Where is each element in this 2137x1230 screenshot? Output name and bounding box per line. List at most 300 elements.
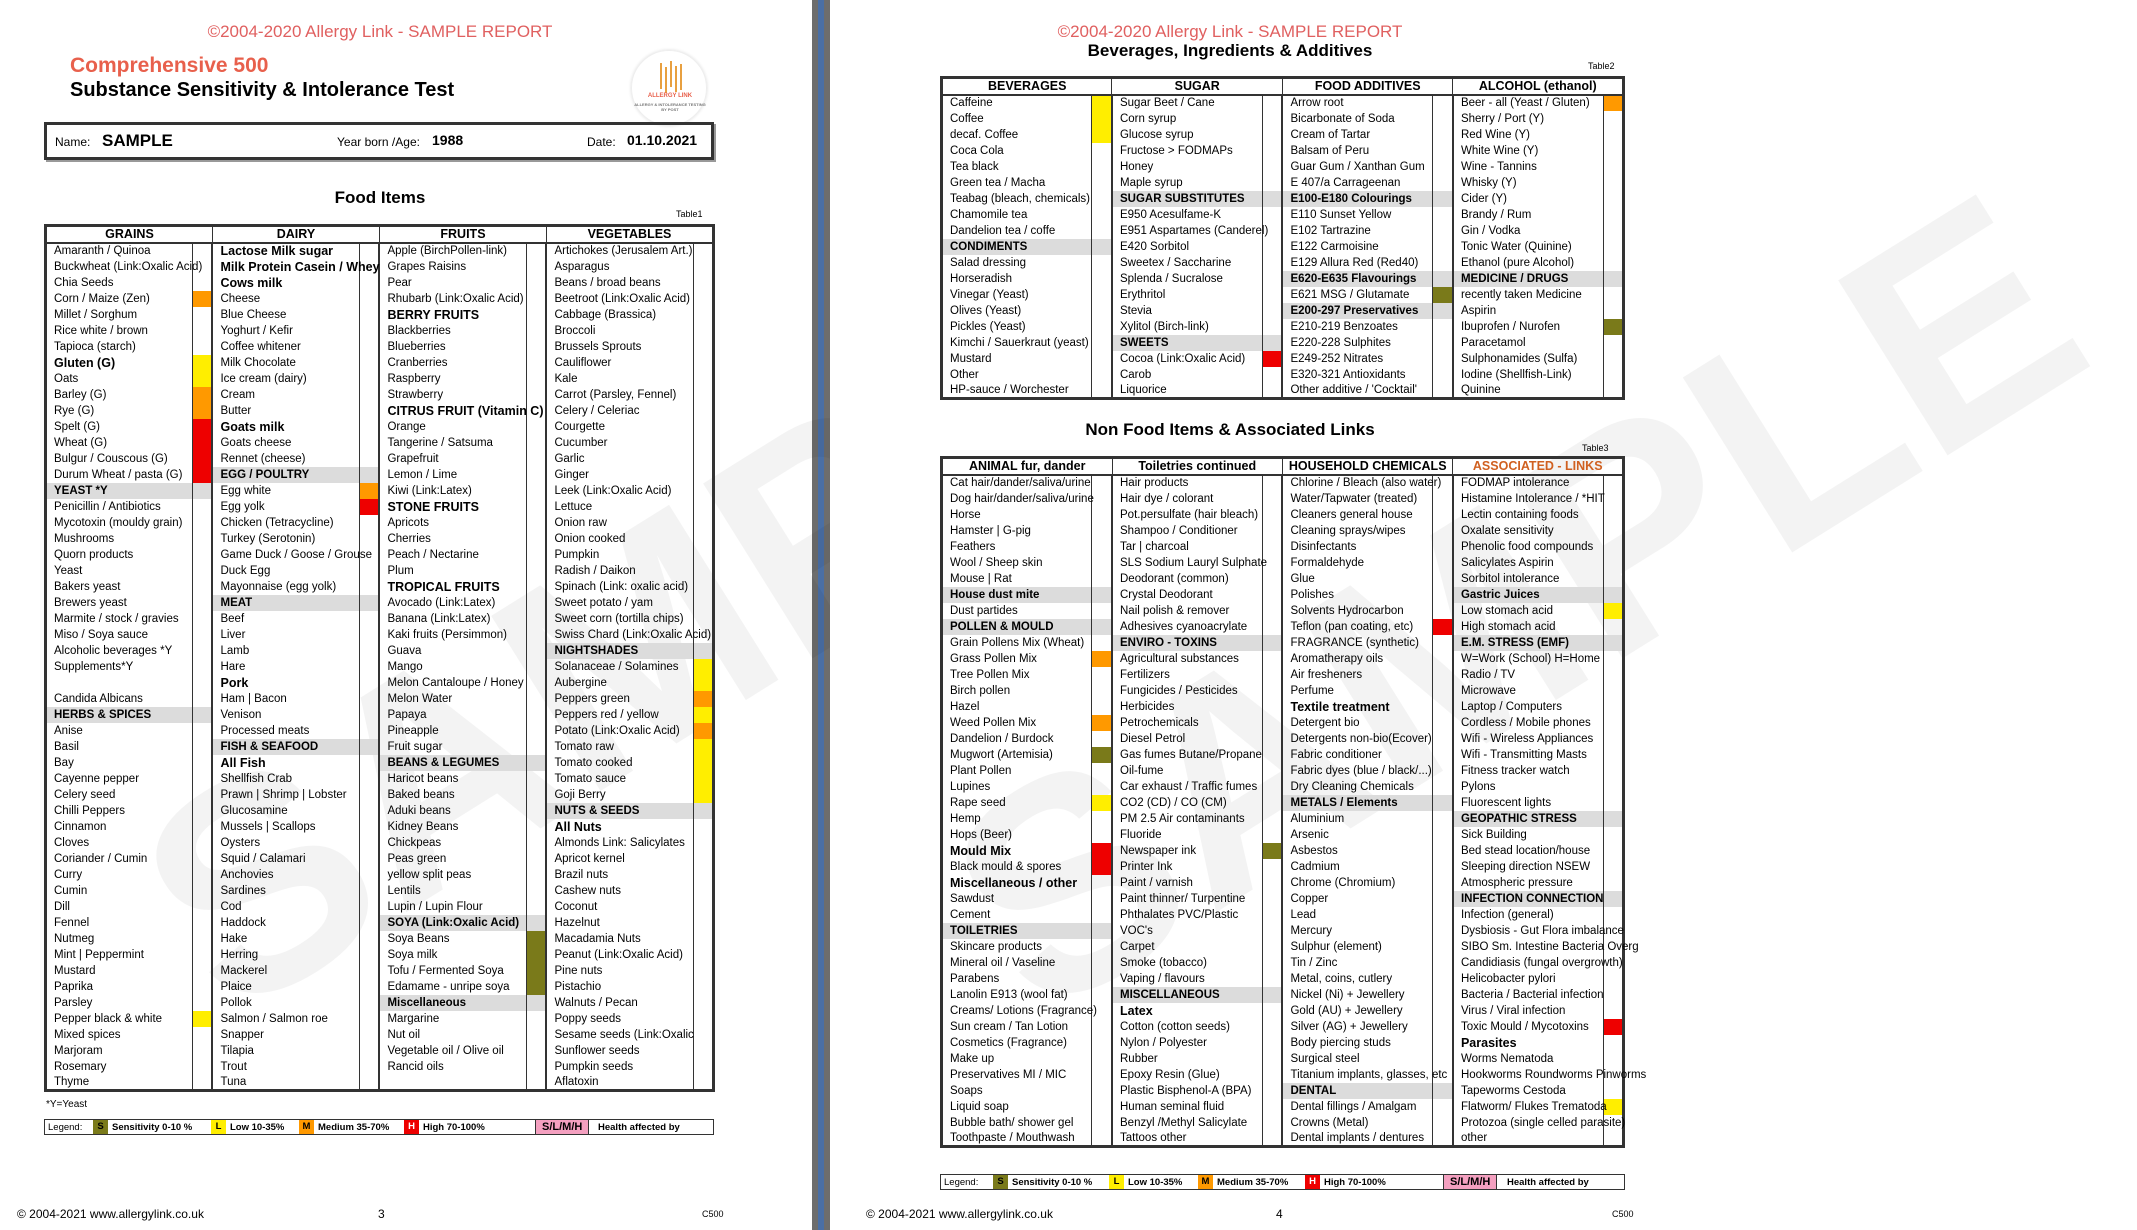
item-label: Protozoa (single celled parasite) [1453, 1115, 1603, 1131]
sensitivity-cell [359, 1011, 379, 1027]
item-label: Turkey (Serotonin) [212, 531, 359, 547]
table-row [46, 883, 714, 899]
item-label: Cider (Y) [1453, 191, 1603, 207]
item-label: Kimchi / Sauerkraut (yeast) [942, 335, 1092, 351]
item-label: Cat hair/dander/saliva/urine [942, 475, 1092, 491]
table-row [46, 691, 714, 707]
sensitivity-cell [1603, 1019, 1623, 1035]
sensitivity-cell [1603, 335, 1623, 351]
sensitivity-cell [1092, 971, 1112, 987]
item-label [379, 1075, 526, 1091]
sensitivity-cell [359, 579, 379, 595]
item-label: PM 2.5 Air contaminants [1112, 811, 1262, 827]
sensitivity-cell [1092, 875, 1112, 891]
item-label: Sick Building [1453, 827, 1603, 843]
test-date: 01.10.2021 [627, 132, 698, 148]
sensitivity-cell [192, 1059, 212, 1075]
table-row [46, 563, 714, 579]
item-label: Paprika [46, 979, 193, 995]
item-label: Mugwort (Artemisia) [942, 747, 1092, 763]
sensitivity-cell [359, 1059, 379, 1075]
item-label: Gastric Juices [1453, 587, 1603, 603]
table-row [942, 987, 1624, 1003]
sensitivity-cell [693, 371, 713, 387]
sensitivity-cell [526, 323, 546, 339]
sensitivity-cell [1092, 1035, 1112, 1051]
sensitivity-cell [1262, 367, 1282, 383]
sensitivity-cell [1262, 207, 1282, 223]
legend-s-swatch: S [93, 1120, 108, 1134]
table-row [942, 523, 1624, 539]
table-row [46, 1043, 714, 1059]
sensitivity-cell [1433, 351, 1453, 367]
item-label: Petrochemicals [1112, 715, 1262, 731]
sensitivity-cell [1433, 1035, 1453, 1051]
item-label: CO2 (CD) / CO (CM) [1112, 795, 1262, 811]
item-label: Spinach (Link: oxalic acid) [546, 579, 693, 595]
item-label: Tea black [942, 159, 1092, 175]
item-label: Brewers yeast [46, 595, 193, 611]
beverages-table [940, 76, 1625, 400]
sensitivity-cell [1603, 191, 1623, 207]
item-label: Nut oil [379, 1027, 526, 1043]
sensitivity-cell [1092, 367, 1112, 383]
sensitivity-cell [1433, 651, 1453, 667]
sensitivity-cell [1262, 191, 1282, 207]
item-label: Radio / TV [1453, 667, 1603, 683]
sensitivity-cell [1262, 747, 1282, 763]
table-row [942, 1067, 1624, 1083]
item-label: Ibuprofen / Nurofen [1453, 319, 1603, 335]
sensitivity-cell [1262, 907, 1282, 923]
table-row [942, 971, 1624, 987]
table-row [942, 1003, 1624, 1019]
sensitivity-cell [192, 547, 212, 563]
sensitivity-cell [1262, 763, 1282, 779]
sensitivity-cell [1433, 891, 1453, 907]
sensitivity-cell [693, 771, 713, 787]
item-label: Lupines [942, 779, 1092, 795]
item-label: Formaldehyde [1282, 555, 1432, 571]
item-label: Vaping / flavours [1112, 971, 1262, 987]
sensitivity-cell [693, 467, 713, 483]
item-label: Supplements*Y [46, 659, 193, 675]
item-label: Diesel Petrol [1112, 731, 1262, 747]
sensitivity-cell [526, 675, 546, 691]
item-label: Oysters [212, 835, 359, 851]
sensitivity-cell [1092, 731, 1112, 747]
item-label: TOILETRIES [942, 923, 1092, 939]
sensitivity-cell [1603, 223, 1623, 239]
sensitivity-cell [693, 419, 713, 435]
sensitivity-cell [359, 387, 379, 403]
item-label: Sherry / Port (Y) [1453, 111, 1603, 127]
item-label: Tofu / Fermented Soya [379, 963, 526, 979]
sensitivity-cell [526, 1043, 546, 1059]
item-label: Grapefruit [379, 451, 526, 467]
sensitivity-cell [1603, 699, 1623, 715]
sensitivity-cell [1433, 603, 1453, 619]
item-label: E.M. STRESS (EMF) [1453, 635, 1603, 651]
sensitivity-cell [1603, 111, 1623, 127]
sensitivity-cell [526, 963, 546, 979]
sensitivity-cell [1603, 795, 1623, 811]
sensitivity-cell [1433, 335, 1453, 351]
sensitivity-cell [1603, 271, 1623, 287]
sensitivity-cell [1092, 555, 1112, 571]
sensitivity-cell [1433, 683, 1453, 699]
item-label: Fluoride [1112, 827, 1262, 843]
sensitivity-cell [1092, 475, 1112, 491]
column-header: FOOD ADDITIVES [1282, 78, 1453, 95]
sensitivity-cell [192, 947, 212, 963]
table-row [942, 175, 1624, 191]
sensitivity-cell [1603, 507, 1623, 523]
sensitivity-cell [192, 819, 212, 835]
item-label: Cleaning sprays/wipes [1282, 523, 1432, 539]
section-title-beverages: Beverages, Ingredients & Additives [1087, 41, 1373, 60]
legend-slmh-text: Health affected by [598, 1122, 680, 1133]
sensitivity-cell [693, 531, 713, 547]
sensitivity-cell [192, 419, 212, 435]
item-label: Miso / Soya sauce [46, 627, 193, 643]
item-label: Glue [1282, 571, 1432, 587]
item-label: DENTAL [1282, 1083, 1432, 1099]
sensitivity-cell [192, 403, 212, 419]
item-label: Butter [212, 403, 359, 419]
sensitivity-cell [693, 435, 713, 451]
allergy-link-logo [631, 50, 707, 126]
section-title-food: Food Items [334, 188, 426, 207]
sensitivity-cell [526, 787, 546, 803]
table-row [942, 127, 1624, 143]
item-label: All Nuts [546, 819, 693, 835]
item-label: Teflon (pan coating, etc) [1282, 619, 1432, 635]
sensitivity-cell [1092, 175, 1112, 191]
copyright-header: ©2004-2020 Allergy Link - SAMPLE REPORT [207, 22, 553, 41]
item-label: BERRY FRUITS [379, 307, 526, 323]
item-label: Aspirin [1453, 303, 1603, 319]
item-label: E420 Sorbitol [1112, 239, 1262, 255]
sensitivity-cell [1433, 587, 1453, 603]
sensitivity-cell [693, 563, 713, 579]
table-row [942, 1131, 1624, 1147]
sensitivity-cell [192, 499, 212, 515]
sensitivity-cell [192, 467, 212, 483]
item-label: Hamster | G-pig [942, 523, 1092, 539]
item-label: Rennet (cheese) [212, 451, 359, 467]
item-label: Parsley [46, 995, 193, 1011]
sensitivity-cell [359, 371, 379, 387]
item-label: Chickpeas [379, 835, 526, 851]
item-label: SWEETS [1112, 335, 1262, 351]
sensitivity-cell [1092, 111, 1112, 127]
item-label: Nail polish & remover [1112, 603, 1262, 619]
sensitivity-cell [526, 259, 546, 275]
sensitivity-cell [526, 547, 546, 563]
sensitivity-cell [359, 595, 379, 611]
sensitivity-cell [526, 451, 546, 467]
item-label: Histamine Intolerance / *HIT [1453, 491, 1603, 507]
sensitivity-cell [1092, 191, 1112, 207]
item-label: Chrome (Chromium) [1282, 875, 1432, 891]
sensitivity-cell [1433, 907, 1453, 923]
item-label: Cucumber [546, 435, 693, 451]
age-label: Year born /Age: [337, 135, 420, 149]
table-row [942, 335, 1624, 351]
item-label: Copper [1282, 891, 1432, 907]
item-label: Phthalates PVC/Plastic [1112, 907, 1262, 923]
item-label: Liquid soap [942, 1099, 1092, 1115]
table-row [942, 159, 1624, 175]
item-label: Fabric conditioner [1282, 747, 1432, 763]
sensitivity-cell [359, 659, 379, 675]
sensitivity-cell [1603, 715, 1623, 731]
item-label: Rubber [1112, 1051, 1262, 1067]
item-label: Pork [212, 675, 359, 691]
item-label: Detergents non-bio(Ecover) [1282, 731, 1432, 747]
item-label: Cauliflower [546, 355, 693, 371]
item-label: Miscellaneous / other [942, 875, 1092, 891]
item-label: Sardines [212, 883, 359, 899]
sensitivity-cell [1262, 1051, 1282, 1067]
sensitivity-cell [1603, 383, 1623, 399]
sensitivity-cell [526, 483, 546, 499]
item-label: Surgical steel [1282, 1051, 1432, 1067]
sensitivity-cell [526, 883, 546, 899]
sensitivity-cell [1262, 1067, 1282, 1083]
sensitivity-cell [1092, 715, 1112, 731]
sensitivity-cell [359, 755, 379, 771]
item-label: Caffeine [942, 95, 1092, 111]
sensitivity-cell [1092, 95, 1112, 111]
table-row [46, 515, 714, 531]
sensitivity-cell [1603, 683, 1623, 699]
table-row [46, 787, 714, 803]
item-label: Melon Cantaloupe / Honey [379, 675, 526, 691]
sensitivity-cell [1433, 191, 1453, 207]
item-label: Detergent bio [1282, 715, 1432, 731]
sensitivity-cell [1262, 731, 1282, 747]
report-page-4 [830, 0, 1654, 1230]
column-header: DAIRY [212, 226, 379, 243]
item-label: E951 Aspartames (Canderel) [1112, 223, 1262, 239]
item-label: Other [942, 367, 1092, 383]
item-label: Beer - all (Yeast / Gluten) [1453, 95, 1603, 111]
table-row [942, 651, 1624, 667]
item-label: Toothpaste / Mouthwash [942, 1131, 1092, 1147]
item-label: Epoxy Resin (Glue) [1112, 1067, 1262, 1083]
table-row [46, 307, 714, 323]
sensitivity-cell [1433, 827, 1453, 843]
item-label: Tattoos other [1112, 1131, 1262, 1147]
sensitivity-cell [1433, 571, 1453, 587]
item-label: Shampoo / Conditioner [1112, 523, 1262, 539]
item-label: Sugar Beet / Cane [1112, 95, 1262, 111]
item-label: Walnuts / Pecan [546, 995, 693, 1011]
sensitivity-cell [359, 835, 379, 851]
item-label: Chilli Peppers [46, 803, 193, 819]
sensitivity-cell [359, 723, 379, 739]
item-label: YEAST *Y [46, 483, 193, 499]
item-label: Grapes Raisins [379, 259, 526, 275]
sensitivity-cell [1603, 539, 1623, 555]
sensitivity-cell [359, 419, 379, 435]
item-label: Cranberries [379, 355, 526, 371]
table-row [942, 587, 1624, 603]
footer-copyright: © 2004-2021 www.allergylink.co.uk [866, 1207, 1053, 1221]
table-row [46, 435, 714, 451]
item-label: FODMAP intolerance [1453, 475, 1603, 491]
legend-h-text: High 70-100% [1324, 1177, 1386, 1188]
sensitivity-cell [1603, 491, 1623, 507]
sensitivity-cell [1262, 1083, 1282, 1099]
date-label: Date: [587, 135, 616, 149]
sensitivity-cell [359, 435, 379, 451]
sensitivity-cell [1092, 383, 1112, 399]
item-label: Coca Cola [942, 143, 1092, 159]
item-label: Coriander / Cumin [46, 851, 193, 867]
item-label: Lemon / Lime [379, 467, 526, 483]
column-header: HOUSEHOLD CHEMICALS [1282, 458, 1452, 475]
sensitivity-cell [1092, 699, 1112, 715]
sensitivity-cell [526, 915, 546, 931]
sensitivity-cell [1433, 1115, 1453, 1131]
item-label: Pear [379, 275, 526, 291]
patient-name: SAMPLE [102, 131, 173, 150]
sensitivity-cell [526, 739, 546, 755]
item-label: Yoghurt / Kefir [212, 323, 359, 339]
sensitivity-cell [1262, 795, 1282, 811]
sensitivity-cell [1092, 747, 1112, 763]
item-label: Black mould & spores [942, 859, 1092, 875]
table2-label: Table2 [1588, 61, 1615, 71]
sensitivity-cell [526, 243, 546, 259]
item-label: Melon Water [379, 691, 526, 707]
sensitivity-cell [1433, 159, 1453, 175]
sensitivity-cell [359, 771, 379, 787]
sensitivity-cell [1092, 763, 1112, 779]
sensitivity-cell [359, 947, 379, 963]
sensitivity-cell [359, 803, 379, 819]
sensitivity-cell [1092, 795, 1112, 811]
item-label: Garlic [546, 451, 693, 467]
item-label: STONE FRUITS [379, 499, 526, 515]
item-label: Mineral oil / Vaseline [942, 955, 1092, 971]
sensitivity-cell [526, 467, 546, 483]
item-label: Pollok [212, 995, 359, 1011]
sensitivity-cell [1433, 715, 1453, 731]
item-label: Barley (G) [46, 387, 193, 403]
section-title-non-food: Non Food Items & Associated Links [1085, 420, 1375, 439]
non-food-table [940, 456, 1647, 1148]
sensitivity-cell [1603, 555, 1623, 571]
item-label: Green tea / Macha [942, 175, 1092, 191]
item-label: Nickel (Ni) + Jewellery [1282, 987, 1432, 1003]
item-label: Curry [46, 867, 193, 883]
sensitivity-cell [1433, 539, 1453, 555]
sensitivity-cell [1092, 523, 1112, 539]
sensitivity-cell [192, 883, 212, 899]
sensitivity-cell [526, 1011, 546, 1027]
item-label: Hops (Beer) [942, 827, 1092, 843]
item-label: Apple (BirchPollen-link) [379, 243, 526, 259]
item-label: Shellfish Crab [212, 771, 359, 787]
sensitivity-cell [1603, 875, 1623, 891]
table-row [942, 603, 1624, 619]
legend-bar [44, 1119, 714, 1135]
sensitivity-cell [693, 739, 713, 755]
sensitivity-cell [1433, 731, 1453, 747]
item-label: E210-219 Benzoates [1282, 319, 1432, 335]
item-label: Venison [212, 707, 359, 723]
item-label [46, 675, 193, 691]
sensitivity-cell [1262, 95, 1282, 111]
item-label: Grain Pollens Mix (Wheat) [942, 635, 1092, 651]
item-label: yellow split peas [379, 867, 526, 883]
item-label: Disinfectants [1282, 539, 1432, 555]
item-label: Sun cream / Tan Lotion [942, 1019, 1092, 1035]
sensitivity-cell [693, 451, 713, 467]
item-label: Cloves [46, 835, 193, 851]
sensitivity-cell [1603, 1131, 1623, 1147]
item-label: E122 Carmoisine [1282, 239, 1432, 255]
sensitivity-cell [1262, 715, 1282, 731]
item-label: Liquorice [1112, 383, 1262, 399]
sensitivity-cell [1092, 159, 1112, 175]
sensitivity-cell [359, 515, 379, 531]
report-code: C500 [1612, 1209, 1634, 1219]
sensitivity-cell [526, 899, 546, 915]
sensitivity-cell [192, 595, 212, 611]
item-label: Brandy / Rum [1453, 207, 1603, 223]
item-label: Bacteria / Bacterial infection [1453, 987, 1603, 1003]
column-header: VEGETABLES [546, 226, 713, 243]
item-label: Coffee whitener [212, 339, 359, 355]
sensitivity-cell [1092, 303, 1112, 319]
sensitivity-cell [192, 979, 212, 995]
sensitivity-cell [526, 771, 546, 787]
sensitivity-cell [1433, 555, 1453, 571]
sensitivity-cell [693, 611, 713, 627]
legend-m-text: Medium 35-70% [1217, 1177, 1289, 1188]
sensitivity-cell [192, 323, 212, 339]
item-label: Thyme [46, 1075, 193, 1091]
sensitivity-cell [1262, 175, 1282, 191]
item-label: Sulphonamides (Sulfa) [1453, 351, 1603, 367]
legend-label: Legend: [48, 1122, 83, 1133]
item-label: Creams/ Lotions (Fragrance) [942, 1003, 1092, 1019]
sensitivity-cell [693, 1059, 713, 1075]
sensitivity-cell [359, 355, 379, 371]
sensitivity-cell [1092, 1051, 1112, 1067]
sensitivity-cell [1603, 1051, 1623, 1067]
item-label: Lentils [379, 883, 526, 899]
sensitivity-cell [1603, 1083, 1623, 1099]
item-label: Wheat (G) [46, 435, 193, 451]
item-label: Mouse | Rat [942, 571, 1092, 587]
table-row [942, 507, 1624, 523]
report-code: C500 [702, 1209, 724, 1219]
item-label: Sweetex / Saccharine [1112, 255, 1262, 271]
item-label: Cotton (cotton seeds) [1112, 1019, 1262, 1035]
sensitivity-cell [1262, 271, 1282, 287]
sensitivity-cell [1433, 491, 1453, 507]
item-label: Dandelion / Burdock [942, 731, 1092, 747]
item-label: Nylon / Polyester [1112, 1035, 1262, 1051]
sensitivity-cell [1092, 859, 1112, 875]
item-label: Candidiasis (fungal overgrowth) [1453, 955, 1603, 971]
